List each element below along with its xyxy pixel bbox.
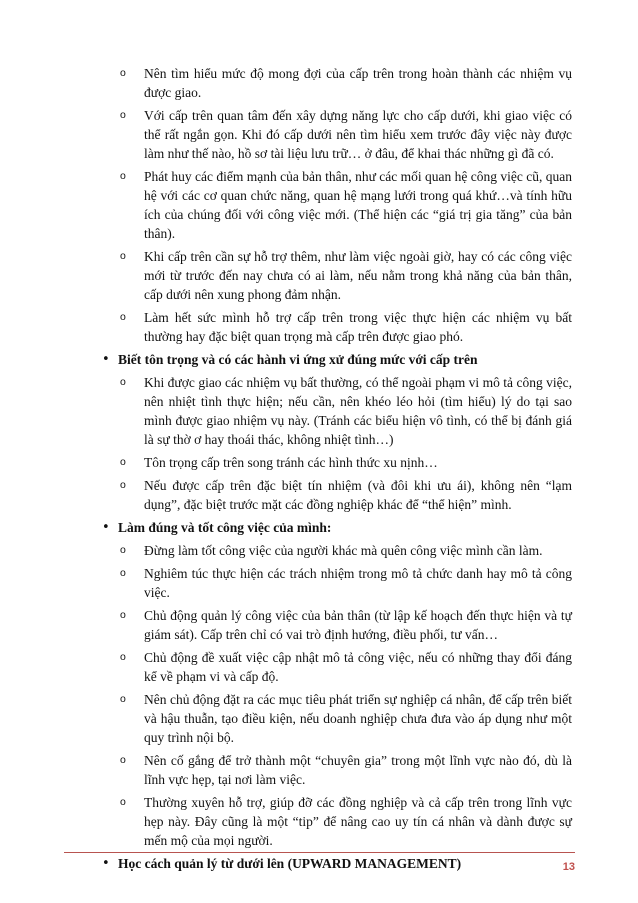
list-item: o Phát huy các điểm mạnh của bản thân, như các mối quan hệ công việc cũ, quan hệ với các cơ quan chức năng, quan hệ mạng lưới trong quá khứ…và tính hữu ích của chúng đối với công việc mới. (Thể hiện các “giá trị gia tăng” của bản thân).	[104, 167, 572, 243]
list-item: o Tôn trọng cấp trên song tránh các hình thức xu nịnh…	[104, 453, 572, 472]
list-item: o Khi cấp trên cần sự hỗ trợ thêm, như làm việc ngoài giờ, hay có các công việc mới từ trước đến nay chưa có ai làm, nếu nằm trong khả năng của bản thân, cấp dưới nên xung phong đảm nhận.	[104, 247, 572, 304]
list-item: o Khi được giao các nhiệm vụ bất thường, có thể ngoài phạm vi mô tả công việc, nên nhiệt tình thực hiện; nếu cần, nên khéo léo hỏi (tìm hiểu) lý do tại sao mình được giao nhiệm vụ này. (Tránh các biểu hiện vô tình, có thể bị đánh giá là sự thờ ơ hay thoái thác, không nhiệt tình…)	[104, 373, 572, 449]
section-heading: • Học cách quản lý từ dưới lên (UPWARD MANAGEMENT)	[104, 854, 572, 873]
list-item: o Thường xuyên hỗ trợ, giúp đỡ các đồng nghiệp và cả cấp trên trong lĩnh vực hẹp này. Đây cũng là một “tip” để nâng cao uy tín cá nhân và dành được sự mến mộ của mọi người.	[104, 793, 572, 850]
list-item: o Nếu được cấp trên đặc biệt tín nhiệm (và đôi khi ưu ái), không nên “lạm dụng”, đặc biệt trước mặt các đồng nghiệp khác để “thể hiện” mình.	[104, 476, 572, 514]
list-item: o Chủ động quản lý công việc của bản thân (từ lập kế hoạch đến thực hiện và tự giám sát). Cấp trên chỉ có vai trò định hướng, điều phối, tư vấn…	[104, 606, 572, 644]
list-item: o Nên chủ động đặt ra các mục tiêu phát triển sự nghiệp cá nhân, để cấp trên biết và hậu thuẫn, tạo điều kiện, nếu doanh nghiệp chưa đưa vào áp dụng như một quy trình nội bộ.	[104, 690, 572, 747]
list-item: o Nghiêm túc thực hiện các trách nhiệm trong mô tả chức danh hay mô tả công việc.	[104, 564, 572, 602]
list-item: o Làm hết sức mình hỗ trợ cấp trên trong việc thực hiện các nhiệm vụ bất thường hay đặc biệt quan trọng mà cấp trên được giao phó.	[104, 308, 572, 346]
list-item: o Chủ động đề xuất việc cập nhật mô tả công việc, nếu có những thay đổi đáng kể về phạm vi và cấp độ.	[104, 648, 572, 686]
section-heading: • Làm đúng và tốt công việc của mình:	[104, 518, 572, 537]
list-item: o Với cấp trên quan tâm đến xây dựng năng lực cho cấp dưới, khi giao việc có thể rất ngắn gọn. Khi đó cấp dưới nên tìm hiểu xem trước đây việc này được làm như thế nào, hồ sơ tài liệu lưu trữ… ở đâu, để khai thác những gì đã có.	[104, 106, 572, 163]
section-heading: • Biết tôn trọng và có các hành vi ứng xử đúng mức với cấp trên	[104, 350, 572, 369]
footer-divider	[64, 852, 575, 853]
page-content	[104, 64, 572, 877]
list-item: o Nên tìm hiểu mức độ mong đợi của cấp trên trong hoàn thành các nhiệm vụ được giao.	[104, 64, 572, 102]
page-number: 13	[562, 861, 575, 873]
list-item: o Nên cố gắng để trở thành một “chuyên gia” trong một lĩnh vực nào đó, dù là lĩnh vực hẹp, tại nơi làm việc.	[104, 751, 572, 789]
list-item: o Đừng làm tốt công việc của người khác mà quên công việc mình cần làm.	[104, 541, 572, 560]
bullet-list	[104, 64, 572, 873]
